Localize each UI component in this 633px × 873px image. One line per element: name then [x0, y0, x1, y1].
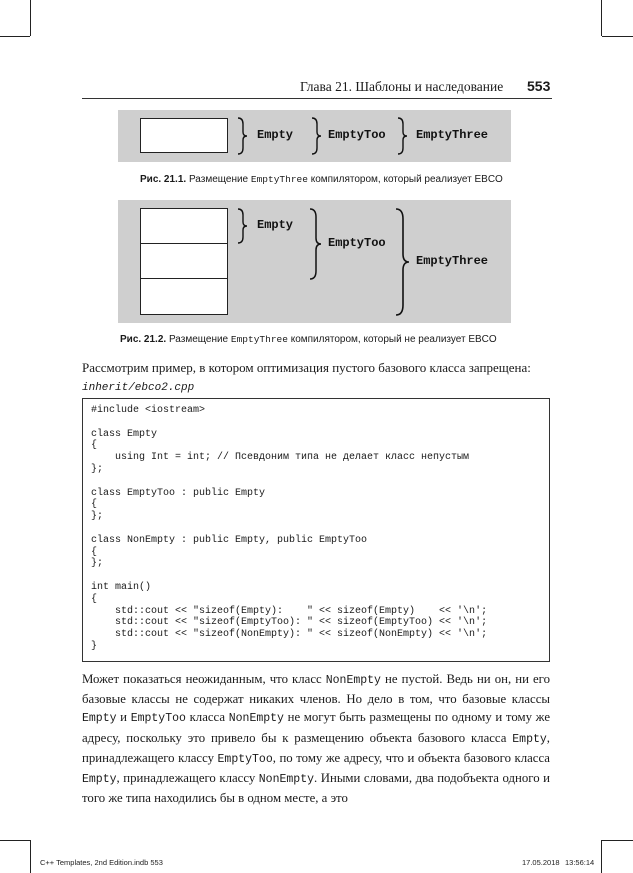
footer-time: 13:56:14 [565, 858, 595, 867]
page-number: 553 [527, 78, 551, 94]
label-empty: Empty [257, 128, 294, 142]
inline-code: NonEmpty [258, 773, 314, 787]
code-line: { [91, 499, 98, 511]
inline-code: NonEmpty [228, 712, 284, 726]
label-emptytoo: EmptyToo [328, 128, 386, 142]
paragraph-text: , принадлежащего классу [82, 730, 550, 765]
code-line: }; [91, 511, 104, 523]
crop-mark [601, 840, 602, 873]
crop-mark [0, 36, 30, 37]
body-paragraph [82, 670, 550, 807]
paragraph-text: не могут быть размещены по одному и тому же адресу, поскольку это привело бы к размещению объекта базового класса [82, 710, 550, 745]
inline-code: Empty [512, 732, 547, 746]
figure-caption-2 [120, 334, 497, 345]
footer-date: 17.05.2018 [522, 858, 560, 867]
paragraph-text: , принадлежащего классу [116, 771, 259, 786]
crop-mark [30, 840, 31, 873]
crop-mark [30, 0, 31, 36]
inline-code: EmptyToo [130, 712, 186, 726]
memory-cell [140, 243, 228, 279]
code-line: #include <iostream> [91, 405, 206, 416]
code-line: class Empty [91, 428, 158, 440]
memory-cell [140, 278, 228, 315]
paragraph-text: Может показаться неожиданным, что класс [82, 672, 326, 686]
inline-code: Empty [82, 773, 117, 787]
code-line: { [91, 440, 98, 452]
brace-icon [396, 116, 408, 156]
footer-filename: C++ Templates, 2nd Edition.indb 553 [40, 858, 163, 867]
code-line: int main() [91, 582, 152, 593]
figure-21-2 [118, 200, 511, 323]
crop-mark [602, 840, 633, 841]
brace-icon [308, 208, 322, 280]
figure-21-1 [118, 110, 511, 162]
brace-icon [310, 116, 322, 156]
caption-code: EmptyThree [230, 334, 288, 345]
code-filename: inherit/ebco2.cpp [82, 382, 195, 394]
brace-icon [394, 208, 410, 316]
code-line: }; [91, 464, 104, 475]
caption-number: Рис. 21.1. [140, 174, 187, 185]
code-line: std::cout << "sizeof(NonEmpty): " << sizeof(NonEmpty) << '\n'; [91, 629, 488, 641]
memory-cell [140, 208, 228, 244]
crop-mark [602, 36, 633, 37]
figure-caption-1 [140, 174, 503, 185]
crop-mark [0, 840, 30, 841]
crop-mark [601, 0, 602, 36]
code-line: class EmptyToo : public Empty [91, 487, 266, 499]
caption-text: Размещение [166, 334, 231, 345]
caption-code: EmptyThree [250, 174, 308, 185]
paragraph-text: не пустой. Ведь ни он, ни его базовые классы не содержат никаких членов. Но дело в том, что базовые классы [82, 672, 550, 707]
code-line: std::cout << "sizeof(Empty): " << sizeof(Empty) << '\n'; [91, 605, 488, 617]
caption-number: Рис. 21.2. [120, 334, 167, 345]
intro-paragraph: Рассмотрим пример, в котором оптимизация пустого базового класса запрещена: [82, 360, 531, 375]
memory-cell [140, 118, 228, 153]
code-line: { [91, 593, 98, 605]
label-emptytoo: EmptyToo [328, 236, 386, 250]
label-emptythree: EmptyThree [416, 128, 489, 142]
caption-text: Размещение [186, 174, 251, 185]
running-header-title: Глава 21. Шаблоны и наследование [300, 79, 504, 94]
paragraph-text: и [116, 710, 131, 725]
header-rule [82, 98, 552, 99]
label-empty: Empty [257, 218, 294, 232]
inline-code: NonEmpty [325, 674, 381, 687]
code-line: class NonEmpty : public Empty, public EmptyToo [91, 534, 368, 546]
code-listing [82, 398, 550, 662]
brace-icon [236, 116, 248, 156]
code-line: }; [91, 558, 104, 570]
code-line: using Int = int; // Псевдоним типа не делает класс непустым [91, 452, 470, 464]
inline-code: Empty [82, 712, 117, 726]
label-emptythree: EmptyThree [416, 254, 489, 268]
paragraph-text: . Иными словами, два подобъекта одного и того же типа находились бы в одном месте, а это [82, 771, 550, 806]
paragraph-text: класса [185, 710, 229, 725]
code-line: } [91, 641, 98, 652]
code-line: std::cout << "sizeof(EmptyToo): " << sizeof(EmptyToo) << '\n'; [91, 617, 488, 629]
brace-icon [236, 208, 248, 244]
caption-text: компилятором, который реализует EBCO [307, 174, 503, 185]
caption-text: компилятором, который не реализует EBCO [287, 334, 497, 345]
code-line: { [91, 546, 98, 558]
paragraph-text: , по тому же адресу, что и объекта базового класса [272, 750, 550, 765]
inline-code: EmptyToo [217, 752, 273, 766]
